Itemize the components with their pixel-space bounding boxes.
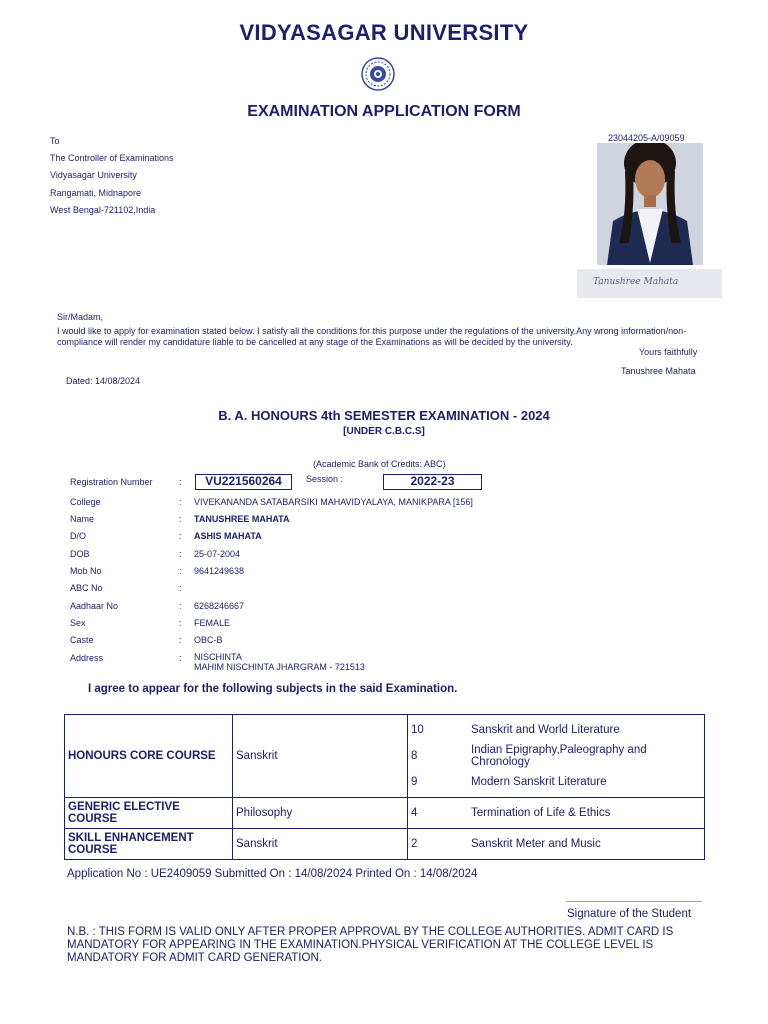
agree-statement: I agree to appear for the following subjects in the said Examination. — [88, 683, 458, 695]
address-line2: MAHIM NISCHINTA JHARGRAM - 721513 — [194, 662, 365, 672]
course-type: SKILL ENHANCEMENT COURSE — [65, 829, 233, 860]
colon: : — [179, 497, 182, 507]
exam-title: B. A. HONOURS 4th SEMESTER EXAMINATION - 2024 — [218, 408, 550, 423]
student-photo — [597, 143, 703, 265]
caste-label: Caste — [70, 635, 94, 645]
aadhaar-label: Aadhaar No — [70, 601, 119, 611]
course-subject: Sanskrit — [233, 715, 408, 798]
nb-note: N.B. : THIS FORM IS VALID ONLY AFTER PROPER APPROVAL BY THE COLLEGE AUTHORITIES. ADMIT CARD IS MANDATORY FOR APPEARING IN THE EXAMINATION.PHYSICAL VERIFICATION AT THE COLLEGE LEVEL IS MANDATORY FOR ADMIT CARD GENERATION. — [67, 926, 674, 964]
paper-title: Termination of Life & Ethics — [471, 807, 611, 819]
paper-title: Sanskrit Meter and Music — [471, 838, 601, 850]
paper-code: 4 — [411, 807, 418, 819]
colon: : — [179, 601, 182, 611]
colon: : — [179, 583, 182, 593]
sex-label: Sex — [70, 618, 86, 628]
letter-closing: Yours faithfully — [639, 347, 698, 357]
signature-label: Signature of the Student — [567, 908, 692, 920]
applicant-name: Tanushree Mahata — [621, 366, 696, 376]
table-row — [65, 829, 705, 860]
table-row — [65, 715, 705, 798]
paper-code: 2 — [411, 838, 418, 850]
paper-row — [411, 833, 701, 855]
course-subject: Philosophy — [233, 798, 408, 829]
name-label: Name — [70, 514, 95, 524]
name-value: TANUSHREE MAHATA — [194, 514, 290, 524]
dated: Dated: 14/08/2024 — [66, 376, 141, 386]
colon: : — [179, 531, 182, 541]
session-label: Session : — [306, 474, 344, 484]
session-value-box: 2022-23 — [383, 474, 482, 490]
colon: : — [179, 635, 182, 645]
form-number: 23044205-A/09059 — [608, 133, 685, 143]
paper-code: 9 — [411, 776, 418, 788]
application-info: Application No : UE2409059 Submitted On : 14/08/2024 Printed On : 14/08/2024 — [67, 868, 478, 880]
paper-row — [411, 771, 701, 793]
mob-label: Mob No — [70, 566, 102, 576]
colon: : — [179, 618, 182, 628]
abc-note: (Academic Bank of Credits: ABC) — [313, 459, 446, 469]
address-line-city: Rangamati, Midnapore — [50, 188, 142, 198]
paper-title: Modern Sanskrit Literature — [471, 776, 607, 788]
address-line-university: Vidyasagar University — [50, 170, 137, 180]
address-line-state: West Bengal-721102,India — [50, 205, 156, 215]
address-line-controller: The Controller of Examinations — [50, 153, 174, 163]
colon: : — [179, 477, 182, 487]
letter-body-line1: I would like to apply for examination stated below. I satisfy all the conditions for this purpose under the regulations of the university.Any wrong information/non- — [57, 326, 687, 336]
paper-row — [411, 719, 701, 741]
sex-value: FEMALE — [194, 618, 231, 628]
paper-code: 10 — [411, 724, 424, 736]
exam-subtitle: [UNDER C.B.C.S] — [343, 426, 425, 437]
colon: : — [179, 566, 182, 576]
paper-code: 8 — [411, 750, 418, 762]
university-seal-icon — [361, 57, 395, 91]
subjects-table — [64, 714, 705, 860]
caste-value: OBC-B — [194, 635, 223, 645]
address-label: Address — [70, 653, 104, 663]
do-value: ASHIS MAHATA — [194, 531, 262, 541]
signature-text: Tanushree Mahata — [593, 277, 679, 287]
course-type: HONOURS CORE COURSE — [65, 715, 233, 798]
address-line1: NISCHINTA — [194, 652, 242, 662]
signature-line — [566, 901, 702, 902]
salutation: Sir/Madam, — [57, 312, 104, 322]
paper-title: Sanskrit and World Literature — [471, 724, 620, 736]
paper-title: Indian Epigraphy,Paleography and Chronology — [471, 744, 647, 768]
letter-body-line2: compliance will render my candidature liable to be cancelled at any stage of the Examinations as will be decided by the university. — [57, 337, 573, 347]
form-title: EXAMINATION APPLICATION FORM — [247, 103, 521, 120]
dob-value: 25-07-2004 — [194, 549, 241, 559]
paper-row — [411, 741, 701, 771]
abc-label: ABC No — [70, 583, 103, 593]
reg-value-box: VU221560264 — [195, 474, 292, 490]
college-label: College — [70, 497, 101, 507]
reg-label: Registration Number — [70, 477, 153, 487]
dob-label: DOB — [70, 549, 90, 559]
table-row — [65, 798, 705, 829]
paper-row — [411, 802, 701, 824]
address-line-to: To — [50, 136, 60, 146]
do-label: D/O — [70, 531, 87, 541]
aadhaar-value: 6268246667 — [194, 601, 245, 611]
course-type: GENERIC ELECTIVE COURSE — [65, 798, 233, 829]
course-subject: Sanskrit — [233, 829, 408, 860]
university-title: VIDYASAGAR UNIVERSITY — [239, 20, 529, 45]
colon: : — [179, 653, 182, 663]
college-value: VIVEKANANDA SATABARSIKI MAHAVIDYALAYA, MANIKPARA [156] — [194, 497, 473, 507]
student-signature-image — [577, 269, 722, 298]
colon: : — [179, 549, 182, 559]
colon: : — [179, 514, 182, 524]
mob-value: 9641249638 — [194, 566, 245, 576]
